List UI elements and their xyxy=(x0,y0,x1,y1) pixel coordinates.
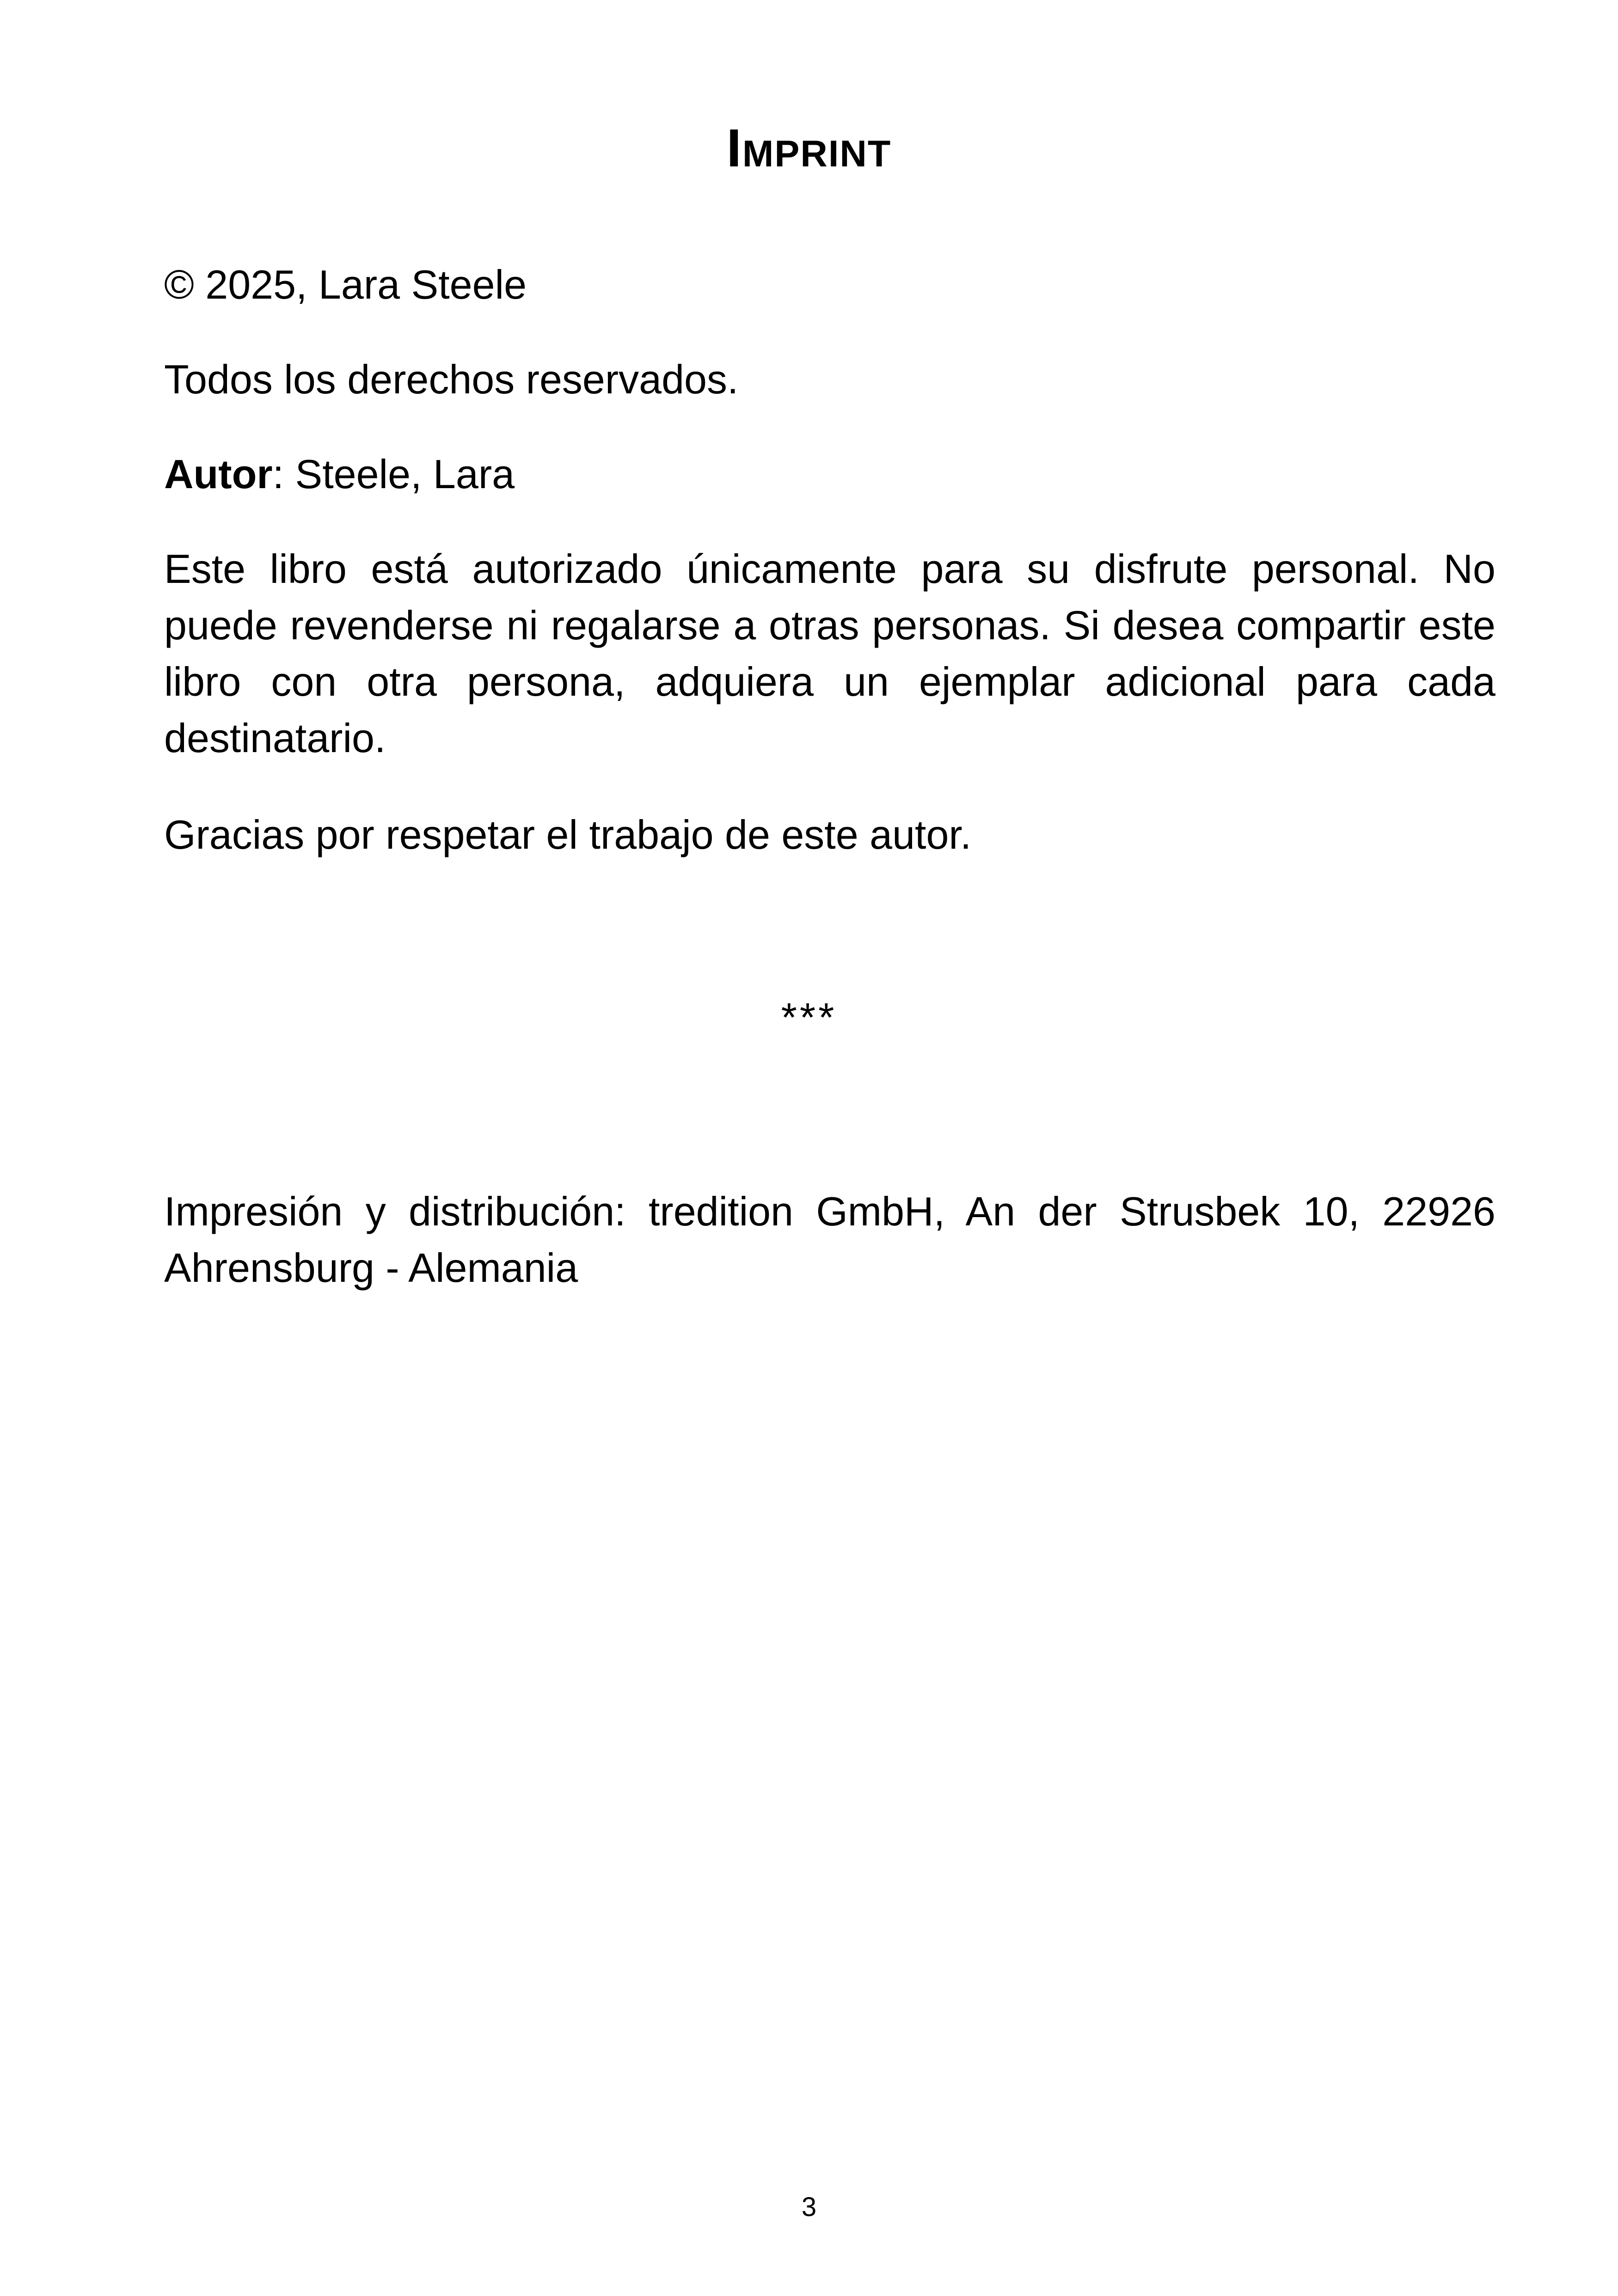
thanks-line: Gracias por respetar el trabajo de este autor. xyxy=(164,812,972,857)
page-number: 3 xyxy=(801,2192,817,2222)
printing-info: Impresión y distribución: tredition GmbH, An der Strusbek 10, 22926 Ahrensburg - Alemania xyxy=(164,1188,1495,1291)
section-separator: *** xyxy=(781,994,837,1040)
author-line xyxy=(164,446,1495,502)
copyright-line: © 2025, Lara Steele xyxy=(164,262,527,307)
author-separator: : xyxy=(272,451,295,497)
author-name: Steele, Lara xyxy=(295,451,515,497)
license-paragraph: Este libro está autorizado únicamente para su disfrute personal. No puede revenderse ni regalarse a otras personas. Si desea compartir este libro con otra persona, adquiera un ejemplar adicional para cada destinatario. xyxy=(164,546,1495,761)
page-title: Imprint xyxy=(726,118,892,178)
author-label: Autor xyxy=(164,451,273,497)
rights-line: Todos los derechos reservados. xyxy=(164,356,739,402)
